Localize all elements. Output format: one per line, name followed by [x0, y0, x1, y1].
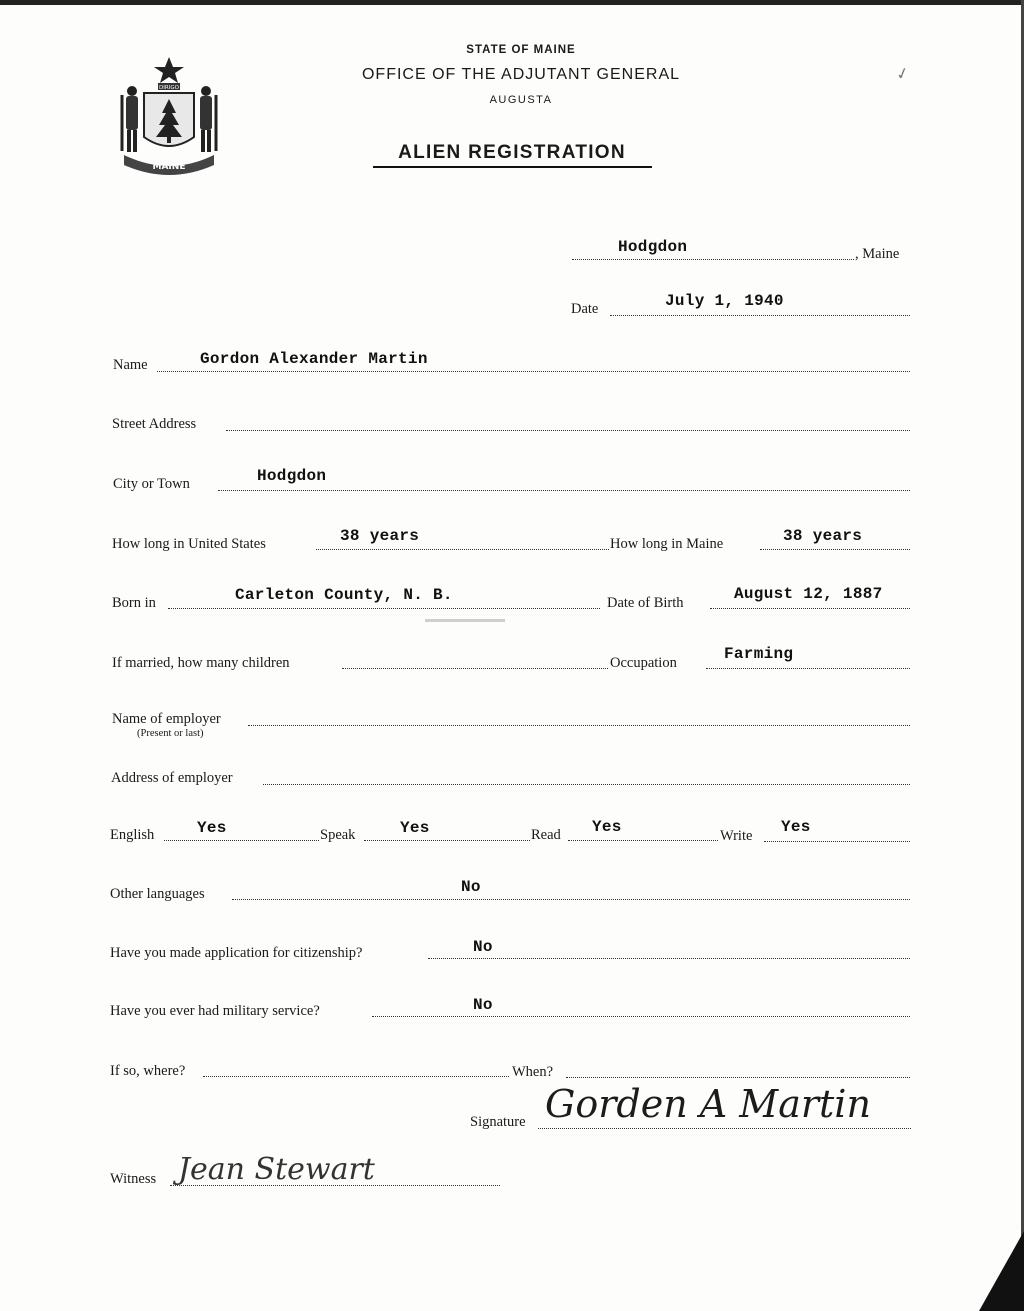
title-underline — [373, 166, 652, 168]
english-value: Yes — [197, 819, 227, 837]
street-address-label: Street Address — [112, 416, 197, 432]
date-of-birth-line — [710, 608, 910, 609]
if-so-where-label: If so, where? — [110, 1063, 186, 1079]
military-line — [372, 1016, 910, 1017]
if-so-where-line — [203, 1076, 509, 1077]
signature-value: Gorden A Martin — [545, 1082, 871, 1126]
read-value: Yes — [592, 818, 622, 836]
place-value: Hodgdon — [618, 238, 688, 256]
scan-corner-fold — [979, 1231, 1024, 1311]
employer-address-label: Address of employer — [111, 770, 233, 786]
seal-banner-text: MAINE — [152, 162, 186, 172]
how-long-us-line — [316, 549, 609, 550]
read-label: Read — [531, 827, 561, 843]
occupation-label: Occupation — [610, 655, 677, 671]
place-line — [572, 259, 854, 260]
speak-line — [364, 840, 530, 841]
city-line — [218, 490, 910, 491]
english-line — [164, 840, 319, 841]
witness-label: Witness — [110, 1171, 157, 1187]
born-in-line — [168, 608, 600, 609]
header-state: STATE OF MAINE — [466, 44, 576, 56]
write-label: Write — [720, 828, 753, 844]
header-office: OFFICE OF THE ADJUTANT GENERAL — [361, 66, 681, 83]
other-languages-value: No — [461, 878, 481, 896]
when-line — [566, 1077, 910, 1078]
employer-name-sublabel: (Present or last) — [137, 728, 204, 739]
born-in-value: Carleton County, N. B. — [235, 586, 453, 604]
military-label: Have you ever had military service? — [110, 1003, 320, 1019]
english-label: English — [110, 827, 155, 843]
how-long-us-value: 38 years — [340, 527, 420, 545]
citizenship-value: No — [473, 938, 493, 956]
date-value: July 1, 1940 — [665, 292, 784, 310]
seal-motto-text: DIRIGO — [159, 85, 179, 91]
date-label: Date — [571, 301, 599, 317]
date-of-birth-label: Date of Birth — [607, 595, 684, 611]
employer-address-line — [263, 784, 910, 785]
military-value: No — [473, 996, 493, 1014]
children-line — [342, 668, 608, 669]
page-title: ALIEN REGISTRATION — [398, 142, 626, 163]
citizenship-line — [428, 958, 910, 959]
name-line — [157, 371, 910, 372]
place-suffix: , Maine — [855, 246, 900, 262]
scan-border-top — [0, 0, 1024, 5]
employer-name-label: Name of employer — [112, 711, 221, 727]
how-long-maine-line — [760, 549, 910, 550]
write-line — [764, 841, 910, 842]
name-label: Name — [113, 357, 148, 373]
how-long-maine-value: 38 years — [783, 527, 863, 545]
citizenship-label: Have you made application for citizenship? — [110, 945, 363, 961]
street-address-line — [226, 430, 910, 431]
other-languages-line — [232, 899, 910, 900]
date-of-birth-value: August 12, 1887 — [734, 585, 883, 603]
born-in-label: Born in — [112, 595, 156, 611]
signature-line — [538, 1128, 911, 1129]
when-label: When? — [512, 1064, 554, 1080]
write-value: Yes — [781, 818, 811, 836]
speak-label: Speak — [320, 827, 356, 843]
date-line — [610, 315, 910, 316]
how-long-maine-label: How long in Maine — [610, 536, 724, 552]
how-long-us-label: How long in United States — [112, 536, 266, 552]
occupation-line — [706, 668, 910, 669]
children-label: If married, how many children — [112, 655, 290, 671]
header-city: AUGUSTA — [489, 94, 553, 106]
occupation-value: Farming — [724, 645, 794, 663]
employer-name-line — [248, 725, 910, 726]
check-mark: ✓ — [893, 62, 912, 85]
read-line — [568, 840, 718, 841]
name-value: Gordon Alexander Martin — [200, 350, 428, 368]
signature-label: Signature — [470, 1114, 526, 1130]
speak-value: Yes — [400, 819, 430, 837]
ink-smudge — [425, 619, 505, 622]
city-value: Hodgdon — [257, 467, 327, 485]
city-label: City or Town — [113, 476, 190, 492]
other-languages-label: Other languages — [110, 886, 205, 902]
witness-value: Jean Stewart — [178, 1152, 375, 1187]
